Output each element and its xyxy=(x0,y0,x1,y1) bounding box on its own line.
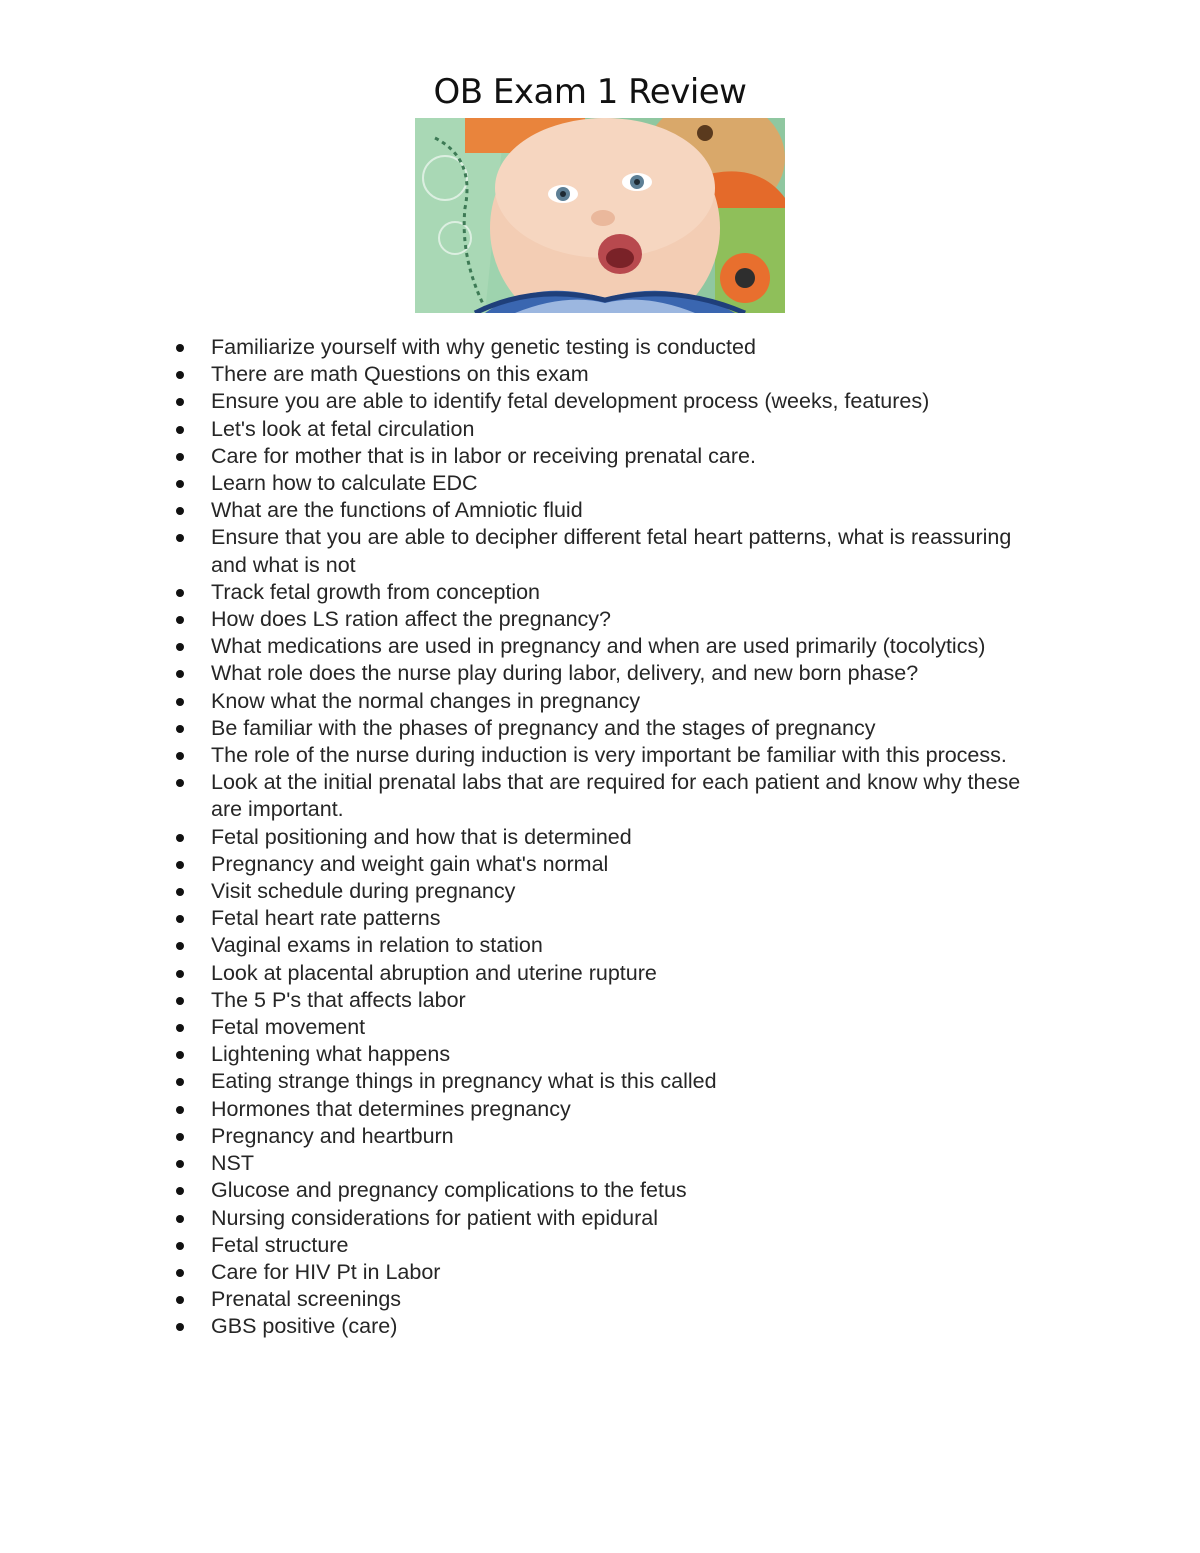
bullet-dot-icon xyxy=(176,752,184,760)
bullet-text: Learn how to calculate EDC xyxy=(211,471,478,496)
bullet-dot-icon xyxy=(176,1242,184,1250)
bullet-text: There are math Questions on this exam xyxy=(211,362,589,387)
baby-photo xyxy=(415,118,785,313)
bullet-text: GBS positive (care) xyxy=(211,1314,398,1339)
bullet-item xyxy=(0,633,1051,660)
bullet-text: Fetal heart rate patterns xyxy=(211,906,441,931)
bullet-dot-icon xyxy=(176,507,184,515)
bullet-text: What are the functions of Amniotic fluid xyxy=(211,498,583,523)
bullet-item xyxy=(0,524,1051,578)
bullet-item xyxy=(0,1123,1051,1150)
bullet-item xyxy=(0,715,1051,742)
bullet-item xyxy=(0,334,1051,361)
bullet-dot-icon xyxy=(176,942,184,950)
bullet-dot-icon xyxy=(176,643,184,651)
bullet-text: Look at the initial prenatal labs that are required for each patient and know why these are important. xyxy=(211,770,1021,822)
bullet-item xyxy=(0,1259,1051,1286)
bullet-dot-icon xyxy=(176,779,184,787)
bullet-text: Care for HIV Pt in Labor xyxy=(211,1259,441,1284)
bullet-item xyxy=(0,960,1051,987)
bullet-dot-icon xyxy=(176,1269,184,1277)
bullet-item xyxy=(0,987,1051,1014)
bullet-text: Fetal movement xyxy=(211,1015,366,1040)
bullet-text: Let's look at fetal circulation xyxy=(211,416,475,441)
bullet-item xyxy=(0,1232,1051,1259)
bullet-dot-icon xyxy=(176,1051,184,1059)
bullet-text: How does LS ration affect the pregnancy? xyxy=(211,607,611,632)
bullet-item xyxy=(0,878,1051,905)
bullet-dot-icon xyxy=(176,1215,184,1223)
bullet-dot-icon xyxy=(176,344,184,352)
bullet-dot-icon xyxy=(176,616,184,624)
bullet-item xyxy=(0,497,1051,524)
bullet-item xyxy=(0,824,1051,851)
bullet-dot-icon xyxy=(176,1078,184,1086)
bullet-item xyxy=(0,388,1051,415)
bullet-dot-icon xyxy=(176,1024,184,1032)
bullet-text: Pregnancy and weight gain what's normal xyxy=(211,851,609,876)
bullet-item xyxy=(0,851,1051,878)
bullet-item xyxy=(0,1177,1051,1204)
bullet-text: Ensure that you are able to decipher different fetal heart patterns, what is reassuring and what is not xyxy=(211,525,1012,577)
bullet-item xyxy=(0,688,1051,715)
bullet-item xyxy=(0,361,1051,388)
bullet-dot-icon xyxy=(176,398,184,406)
bullet-text: Vaginal exams in relation to station xyxy=(211,933,543,958)
bullet-text: The role of the nurse during induction is very important be familiar with this process. xyxy=(211,743,1007,768)
bullet-item xyxy=(0,1096,1051,1123)
bullet-item xyxy=(0,769,1051,823)
bullet-item xyxy=(0,1150,1051,1177)
bullet-dot-icon xyxy=(176,426,184,434)
bullet-dot-icon xyxy=(176,861,184,869)
bullet-dot-icon xyxy=(176,371,184,379)
bullet-item xyxy=(0,1041,1051,1068)
bullet-item xyxy=(0,606,1051,633)
bullet-text: Pregnancy and heartburn xyxy=(211,1123,454,1148)
bullet-text: Prenatal screenings xyxy=(211,1287,402,1312)
bullet-dot-icon xyxy=(176,1106,184,1114)
bullet-item xyxy=(0,1014,1051,1041)
bullet-dot-icon xyxy=(176,970,184,978)
bullet-dot-icon xyxy=(176,453,184,461)
bullet-dot-icon xyxy=(176,834,184,842)
bullet-dot-icon xyxy=(176,1133,184,1141)
bullet-item xyxy=(0,470,1051,497)
bullet-text: What medications are used in pregnancy and when are used primarily (tocolytics) xyxy=(211,634,986,659)
bullet-text: Visit schedule during pregnancy xyxy=(211,879,516,904)
bullet-item xyxy=(0,1068,1051,1095)
bullet-dot-icon xyxy=(176,670,184,678)
bullet-text: Hormones that determines pregnancy xyxy=(211,1096,571,1121)
bullet-item xyxy=(0,579,1051,606)
bullet-text: Lightening what happens xyxy=(211,1042,451,1067)
bullet-text: Fetal positioning and how that is determined xyxy=(211,824,632,849)
bullet-dot-icon xyxy=(176,1160,184,1168)
bullet-dot-icon xyxy=(176,915,184,923)
bullet-text: Glucose and pregnancy complications to the fetus xyxy=(211,1178,687,1203)
bullet-item xyxy=(0,905,1051,932)
bullet-dot-icon xyxy=(176,1296,184,1304)
bullet-dot-icon xyxy=(176,997,184,1005)
bullet-dot-icon xyxy=(176,589,184,597)
bullet-item xyxy=(0,932,1051,959)
bullet-text: Nursing considerations for patient with epidural xyxy=(211,1205,658,1230)
bullet-text: Look at placental abruption and uterine rupture xyxy=(211,960,657,985)
page-title: OB Exam 1 Review xyxy=(433,72,747,112)
bullet-text: Fetal structure xyxy=(211,1232,349,1257)
bullet-text: Be familiar with the phases of pregnancy and the stages of pregnancy xyxy=(211,715,876,740)
bullet-dot-icon xyxy=(176,534,184,542)
bullet-dot-icon xyxy=(176,1323,184,1331)
bullet-item xyxy=(0,1286,1051,1313)
bullet-dot-icon xyxy=(176,480,184,488)
bullet-text: Familiarize yourself with why genetic testing is conducted xyxy=(211,335,756,359)
bullet-text: Ensure you are able to identify fetal development process (weeks, features) xyxy=(211,389,930,414)
bullet-item xyxy=(0,1313,1051,1340)
bullet-text: The 5 P's that affects labor xyxy=(211,987,466,1012)
bullet-item xyxy=(0,416,1051,443)
bullet-dot-icon xyxy=(176,888,184,896)
bullet-item xyxy=(0,742,1051,769)
bullet-item xyxy=(0,443,1051,470)
bullet-text: Eating strange things in pregnancy what is this called xyxy=(211,1069,717,1094)
bullet-text: Care for mother that is in labor or receiving prenatal care. xyxy=(211,443,756,468)
bullet-text: Know what the normal changes in pregnancy xyxy=(211,688,641,713)
bullet-text: NST xyxy=(211,1151,254,1176)
review-bullet-list xyxy=(0,334,1200,1341)
bullet-dot-icon xyxy=(176,1187,184,1195)
bullet-item xyxy=(0,660,1051,687)
bullet-dot-icon xyxy=(176,698,184,706)
bullet-text: Track fetal growth from conception xyxy=(211,579,541,604)
bullet-text: What role does the nurse play during labor, delivery, and new born phase? xyxy=(211,661,919,686)
bullet-dot-icon xyxy=(176,725,184,733)
bullet-item xyxy=(0,1205,1051,1232)
